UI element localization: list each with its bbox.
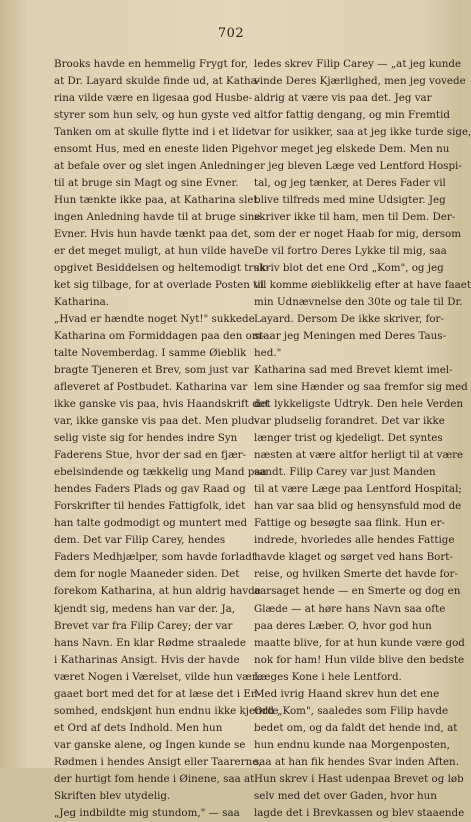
text-line: „Hvad er hændte noget Nyt!" sukkede xyxy=(54,313,255,326)
text-line: Hun tænkte ikke paa, at Katharina slet xyxy=(54,194,258,207)
text-line: hun endnu kunde naa Morgenposten, xyxy=(254,738,450,751)
text-line: afleveret af Postbudet. Katharina var xyxy=(54,381,248,394)
text-line: gaaet bort med det for at læse det i En- xyxy=(54,687,261,700)
text-line: nok for ham! Hun vilde blive den bedste xyxy=(254,653,465,666)
text-line: han var saa blid og hensynsfuld mod de xyxy=(254,500,462,513)
text-line: somhed, endskjønt hun endnu ikke kjendte xyxy=(54,704,279,717)
text-line: Evner. Hvis hun havde tænkt paa det, xyxy=(54,228,252,241)
text-line: Faders Medhjælper, som havde forladt xyxy=(54,551,256,564)
text-line: hans Navn. En klar Rødme straalede xyxy=(54,636,246,649)
text-line: Brevet var fra Filip Carey; der var xyxy=(54,619,233,632)
text-line: havde klaget og sørget ved hans Bort- xyxy=(254,551,453,564)
text-line: ket sig tilbage, for at overlade Posten til xyxy=(54,279,264,292)
text-line: rina vilde være en ligesaa god Husbe- xyxy=(54,92,253,105)
text-line: bedet om, og da faldt det hende ind, at xyxy=(254,721,458,734)
text-line: Glæde — at høre hans Navn saa ofte xyxy=(254,602,446,615)
text-line: skriver ikke til ham, men til Dem. Der- xyxy=(254,211,456,224)
text-line: i Katharinas Ansigt. Hvis der havde xyxy=(54,653,240,666)
text-line: var for usikker, saa at jeg ikke turde sige, xyxy=(254,126,471,139)
left-text-column xyxy=(54,56,279,822)
text-line: styrer som hun selv, og hun gyste ved xyxy=(54,109,251,122)
text-line: vinde Deres Kjærlighed, men jeg vovede xyxy=(254,75,466,88)
text-line: opgivet Besiddelsen og heltemodigt truk- xyxy=(54,262,270,275)
page-number: 702 xyxy=(217,26,245,41)
text-line: lem sine Hænder og saa fremfor sig med xyxy=(254,381,468,394)
text-line: Katharina. xyxy=(54,296,109,309)
text-line: forekom Katharina, at hun aldrig havde xyxy=(54,585,261,598)
text-line: som der er noget Haab for mig, dersom xyxy=(254,228,461,241)
text-line: dem. Det var Filip Carey, hendes xyxy=(54,534,226,547)
text-line: er jeg bleven Læge ved Lentford Hospi- xyxy=(254,160,462,173)
text-line: sandt. Filip Carey var just Manden xyxy=(254,466,436,479)
right-text-column xyxy=(254,56,471,822)
text-line: Fattige og besøgte saa flink. Hun er- xyxy=(254,517,445,530)
text-line: til at bruge sin Magt og sine Evner. xyxy=(54,177,239,190)
text-line: talte Novemberdag. I samme Øieblik xyxy=(54,347,247,360)
text-line: ingen Anledning havde til at bruge sine xyxy=(54,211,261,224)
text-line: næsten at være altfor herligt til at være xyxy=(254,449,464,462)
text-line: saa at han fik hendes Svar inden Aften. xyxy=(254,755,459,768)
text-line: at befale over og slet ingen Anledning xyxy=(54,160,254,173)
text-line: aldrig at være vis paa det. Jeg var xyxy=(254,92,432,105)
text-line: Forskrifter til hendes Fattigfolk, idet xyxy=(54,500,246,513)
text-line: et Ord af dets Indhold. Men hun xyxy=(54,721,223,734)
text-line: min Udnævnelse den 30te og tale til Dr. xyxy=(254,296,463,309)
text-line: var pludselig forandret. Det var ikke xyxy=(254,415,445,428)
text-line: maatte blive, for at hun kunde være god xyxy=(254,636,465,649)
text-line: „Jeg indbildte mig stundom," — saa xyxy=(54,806,240,819)
text-line: Tanken om at skulle flytte ind i et lidet xyxy=(54,126,256,139)
text-line: ensomt Hus, med en eneste liden Pige xyxy=(54,143,255,156)
text-line: Katharina om Formiddagen paa den om- xyxy=(54,330,266,343)
text-line: Layard. Dersom De ikke skriver, for- xyxy=(254,313,444,326)
text-line: lagde det i Brevkassen og blev staaende xyxy=(254,806,465,819)
text-line: staar jeg Meningen med Deres Taus- xyxy=(254,330,447,343)
text-line: været Nogen i Værelset, vilde hun være xyxy=(54,670,263,683)
text-line: Brooks havde en hemmelig Frygt for, xyxy=(54,58,248,70)
text-line: ikke ganske vis paa, hvis Haandskrift det xyxy=(54,398,270,411)
text-line: Hun skrev i Hast udenpaa Brevet og løb xyxy=(254,772,464,785)
text-line: at Dr. Layard skulde finde ud, at Katha- xyxy=(54,75,261,88)
text-line: altfor fattig dengang, og min Fremtid xyxy=(254,109,450,122)
text-line: ledes skrev Filip Carey — „at jeg kunde xyxy=(254,58,462,70)
text-line: han talte godmodigt og muntert med xyxy=(54,517,248,530)
text-line: var, ikke ganske vis paa det. Men plud- xyxy=(54,415,258,428)
text-line: tal, og jeg tænker, at Deres Fader vil xyxy=(254,177,446,190)
text-line: skriv blot det ene Ord „Kom", og jeg xyxy=(254,262,444,275)
text-line: Rødmen i hendes Ansigt eller Taarerne, xyxy=(54,755,262,768)
text-line: hendes Faders Plads og gav Raad og xyxy=(54,483,246,496)
text-line: indrede, hvorledes alle hendes Fattige xyxy=(254,534,455,547)
text-line: Katharina sad med Brevet klemt imel- xyxy=(254,364,453,377)
text-line: vil komme øieblikkelig efter at have faaet xyxy=(254,279,471,292)
text-line: Med ivrig Haand skrev hun det ene xyxy=(254,687,440,700)
text-line: dem for nogle Maaneder siden. Det xyxy=(54,568,240,581)
text-line: Læges Kone i hele Lentford. xyxy=(254,670,402,683)
text-line: det lykkeligste Udtryk. Den hele Verden xyxy=(254,398,464,411)
text-line: hed." xyxy=(254,347,282,360)
text-line: ebelsindende og tækkelig ung Mand paa xyxy=(54,466,267,479)
text-line: bragte Tjeneren et Brev, som just var xyxy=(54,364,249,377)
text-line: var ganske alene, og Ingen kunde se xyxy=(54,738,246,751)
text-line: reise, og hvilken Smerte det havde for- xyxy=(254,568,458,581)
text-line: er det meget muligt, at hun vilde have xyxy=(54,245,255,258)
text-line: paa deres Læber. O, hvor god hun xyxy=(254,619,432,632)
text-line: Ord „Kom", saaledes som Filip havde xyxy=(254,704,449,717)
text-line: kjendt sig, medens han var der. Ja, xyxy=(54,602,235,615)
text-line: Skriften blev utydelig. xyxy=(54,789,171,802)
text-line: aarsaget hende — en Smerte og dog en xyxy=(254,585,461,598)
text-line: længer trist og kjedeligt. Det syntes xyxy=(254,432,443,445)
text-line: De vil fortro Deres Lykke til mig, saa xyxy=(254,245,447,258)
text-line: hvor meget jeg elskede Dem. Men nu xyxy=(254,143,450,156)
text-line: blive tilfreds med mine Udsigter. Jeg xyxy=(254,194,446,207)
text-line: der hurtigt fom hende i Øinene, saa at xyxy=(54,772,255,785)
text-line: selv med det over Gaden, hvor hun xyxy=(254,789,437,802)
text-line: Faderens Stue, hvor der sad en fjær- xyxy=(54,449,247,462)
text-line: selig viste sig for hendes indre Syn xyxy=(54,432,238,445)
text-line: til at være Læge paa Lentford Hospital; xyxy=(254,483,462,496)
